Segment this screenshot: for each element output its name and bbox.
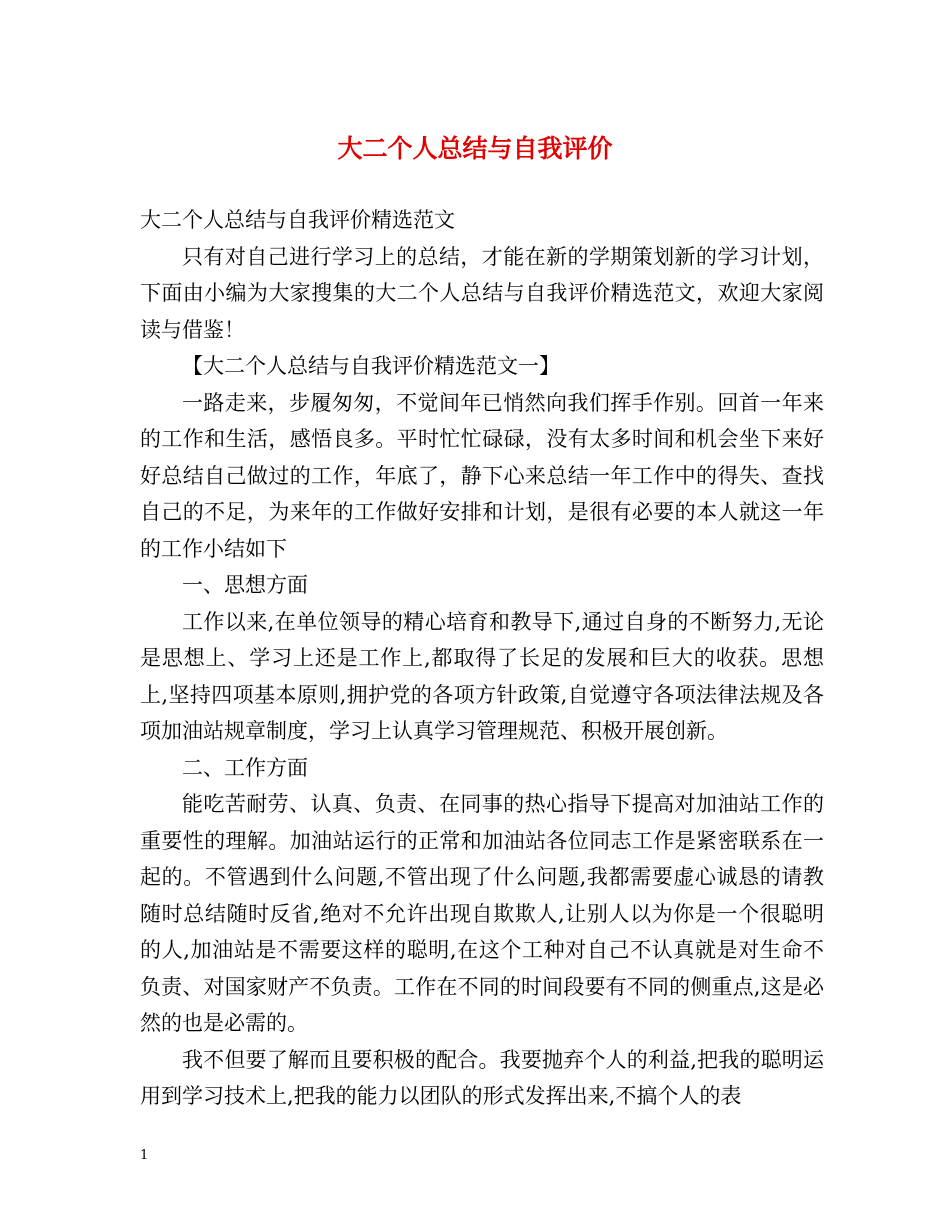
body-paragraph: 一路走来，步履匆匆，不觉间年已悄然向我们挥手作别。回首一年来的工作和生活，感悟良多。平时忙忙碌碌，没有太多时间和机会坐下来好好总结自己做过的工作，年底了，静下心来总结一年工作中的得失、查找自己的不足，为来年的工作做好安排和计划，是很有必要的本人就这一年的工作小结如下	[140, 390, 824, 561]
subtitle-paragraph: 大二个人总结与自我评价精选范文	[140, 208, 455, 232]
intro-paragraph: 只有对自己进行学习上的总结，才能在新的学期策划新的学习计划，下面由小编为大家搜集的大二个人总结与自我评价精选范文，欢迎大家阅读与借鉴！	[140, 244, 824, 342]
section-heading-work: 二、工作方面	[182, 755, 308, 780]
body-paragraph: 能吃苦耐劳、认真、负责、在同事的热心指导下提高对加油站工作的重要性的理解。加油站运行的正常和加油站各位同志工作是紧密联系在一起的。不管遇到什么问题,不管出现了什么问题,我都需要虚心诚恳的请教随时总结随时反省,绝对不允许出现自欺欺人,让别人以为你是一个很聪明的人,加油站是不需要这样的聪明,在这个工种对自己不认真就是对生命不负责、对国家财产不负责。工作在不同的时间段要有不同的侧重点,这是必然的也是必需的。	[140, 792, 824, 1035]
page-number: 1	[140, 1148, 149, 1163]
document-body	[140, 202, 824, 1115]
body-paragraph: 我不但要了解而且要积极的配合。我要抛弃个人的利益,把我的聪明运用到学习技术上,把我的能力以团队的形式发挥出来,不搞个人的表	[140, 1047, 824, 1108]
section-heading-sample-one: 【大二个人总结与自我评价精选范文一】	[182, 354, 560, 378]
section-heading-thought: 一、思想方面	[182, 573, 308, 597]
body-paragraph: 工作以来,在单位领导的精心培育和教导下,通过自身的不断努力,无论是思想上、学习上还是工作上,都取得了长足的发展和巨大的收获。思想上,坚持四项基本原则,拥护党的各项方针政策,自觉遵守各项法律法规及各项加油站规章制度，学习上认真学习管理规范、积极开展创新。	[140, 609, 824, 743]
document-title: 大二个人总结与自我评价	[337, 134, 613, 163]
